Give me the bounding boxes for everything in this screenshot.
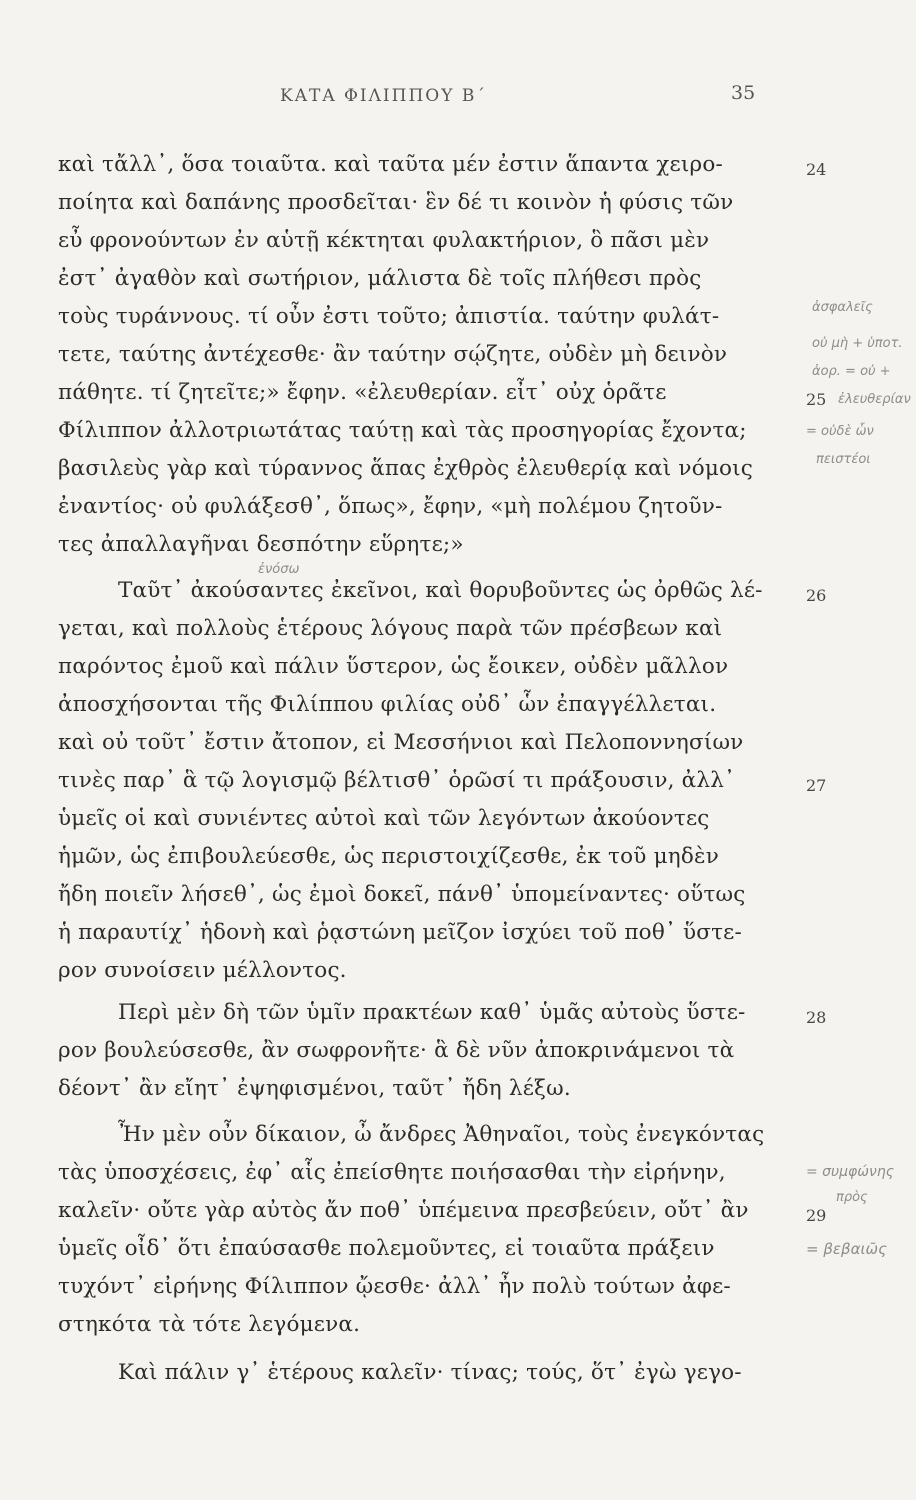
text-line: βασιλεὺς γὰρ καὶ τύραννος ἅπας ἐχθρὸς ἐλευθερίᾳ καὶ νόμοις	[58, 456, 754, 481]
text-line: ρον συνοίσειν μέλλοντος.	[58, 958, 347, 983]
text-line: τοὺς τυράννους. τί οὖν ἐστι τοῦτο; ἀπιστία. ταύτην φυλάτ-	[58, 304, 720, 329]
text-line: τὰς ὑποσχέσεις, ἐφ᾽ αἷς ἐπείσθητε ποιήσασθαι τὴν εἰρήνην,	[58, 1160, 726, 1185]
margin-note: ἐλευθερίαν	[838, 392, 911, 407]
text-line: στηκότα τὰ τότε λεγόμενα.	[58, 1312, 361, 1337]
running-head: ΚΑΤΑ ΦΙΛΙΠΠΟΥ Β΄	[280, 86, 487, 106]
text-line: καλεῖν· οὔτε γὰρ αὐτὸς ἄν ποθ᾽ ὑπέμεινα πρεσβεύειν, οὔτ᾽ ἂν	[58, 1198, 749, 1223]
margin-note: = βεβαιῶς	[806, 1240, 887, 1258]
text-line: Φίλιππον ἀλλοτριωτάτας ταύτῃ καὶ τὰς προσηγορίας ἔχοντα;	[58, 418, 747, 443]
margin-note: ἀσφαλεῖς	[812, 300, 873, 315]
text-line: καὶ τἄλλ᾽, ὅσα τοιαῦτα. καὶ ταῦτα μέν ἐστιν ἅπαντα χειρο-	[58, 152, 723, 177]
text-line: πάθητε. τί ζητεῖτε;» ἔφην. «ἐλευθερίαν. εἶτ᾽ οὐχ ὁρᾶτε	[58, 380, 667, 405]
text-line: τυχόντ᾽ εἰρήνης Φίλιππον ᾤεσθε· ἀλλ᾽ ἦν πολὺ τούτων ἀφε-	[58, 1274, 731, 1299]
section-number: 29	[806, 1206, 827, 1225]
text-line: ἐναντίος· οὐ φυλάξεσθ᾽, ὅπως», ἔφην, «μὴ πολέμου ζητοῦν-	[58, 494, 723, 519]
margin-note: ἐνόσω	[258, 562, 300, 577]
text-line: τινὲς παρ᾽ ἃ τῷ λογισμῷ βέλτισθ᾽ ὁρῶσί τι πράξουσιν, ἀλλ᾽	[58, 768, 736, 793]
text-line: ὑμεῖς οἱ καὶ συνιέντες αὐτοὶ καὶ τῶν λεγόντων ἀκούοντες	[58, 806, 710, 831]
page-number: 35	[731, 82, 756, 104]
text-line: ἡμῶν, ὡς ἐπιβουλεύεσθε, ὡς περιστοιχίζεσθε, ἐκ τοῦ μηδὲν	[58, 844, 719, 869]
text-line: ἤδη ποιεῖν λήσεθ᾽, ὡς ἐμοὶ δοκεῖ, πάνθ᾽ ὑπομείναντες· οὕτως	[58, 882, 746, 907]
text-line: Περὶ μὲν δὴ τῶν ὑμῖν πρακτέων καθ᾽ ὑμᾶς αὐτοὺς ὕστε-	[118, 1000, 746, 1025]
section-number: 26	[806, 586, 827, 605]
text-line: παρόντος ἐμοῦ καὶ πάλιν ὕστερον, ὡς ἔοικεν, οὐδὲν μᾶλλον	[58, 654, 729, 679]
text-line: Ταῦτ᾽ ἀκούσαντες ἐκεῖνοι, καὶ θορυβοῦντες ὡς ὀρθῶς λέ-	[118, 578, 763, 603]
text-line: ρον βουλεύσεσθε, ἂν σωφρονῆτε· ἃ δὲ νῦν ἀποκρινάμενοι τὰ	[58, 1038, 735, 1063]
margin-note: ἀορ. = οὐ +	[812, 364, 891, 379]
text-line: τες ἀπαλλαγῆναι δεσπότην εὕρητε;»	[58, 532, 464, 557]
text-line: ἀποσχήσονται τῆς Φιλίππου φιλίας οὐδ᾽ ὧν ἐπαγγέλλεται.	[58, 692, 717, 717]
text-line: ἡ παραυτίχ᾽ ἡδονὴ καὶ ῥᾳστώνη μεῖζον ἰσχύει τοῦ ποθ᾽ ὕστε-	[58, 920, 742, 945]
section-number: 25	[806, 390, 827, 409]
text-line: Καὶ πάλιν γ᾽ ἑτέρους καλεῖν· τίνας; τούς, ὅτ᾽ ἐγὼ γεγο-	[118, 1360, 742, 1385]
section-number: 27	[806, 776, 827, 795]
text-line: Ἦν μὲν οὖν δίκαιον, ὦ ἄνδρες Ἀθηναῖοι, τοὺς ἐνεγκόντας	[118, 1122, 765, 1147]
margin-note: = συμφώνης	[806, 1164, 894, 1180]
text-line: δέοντ᾽ ἂν εἴητ᾽ ἐψηφισμένοι, ταῦτ᾽ ἤδη λέξω.	[58, 1076, 571, 1101]
text-line: ἐστ᾽ ἀγαθὸν καὶ σωτήριον, μάλιστα δὲ τοῖς πλήθεσι πρὸς	[58, 266, 702, 291]
margin-note: = οὐδὲ ὧν	[806, 424, 874, 439]
section-number: 28	[806, 1008, 827, 1027]
margin-note: οὐ μὴ + ὑποτ.	[812, 336, 903, 351]
section-number: 24	[806, 160, 827, 179]
margin-note: πειστέοι	[816, 452, 871, 467]
text-line: γεται, καὶ πολλοὺς ἑτέρους λόγους παρὰ τῶν πρέσβεων καὶ	[58, 616, 723, 641]
text-line: εὖ φρονούντων ἐν αὑτῇ κέκτηται φυλακτήριον, ὃ πᾶσι μὲν	[58, 228, 710, 253]
text-line: ὑμεῖς οἶδ᾽ ὅτι ἐπαύσασθε πολεμοῦντες, εἰ τοιαῦτα πράξειν	[58, 1236, 715, 1261]
text-line: τετε, ταύτης ἀντέχεσθε· ἂν ταύτην σῴζητε, οὐδὲν μὴ δεινὸν	[58, 342, 728, 367]
text-line: καὶ οὐ τοῦτ᾽ ἔστιν ἄτοπον, εἰ Μεσσήνιοι καὶ Πελοποννησίων	[58, 730, 744, 755]
margin-note: πρὸς	[836, 1190, 868, 1205]
text-line: ποίητα καὶ δαπάνης προσδεῖται· ἓν δέ τι κοινὸν ἡ φύσις τῶν	[58, 190, 734, 215]
